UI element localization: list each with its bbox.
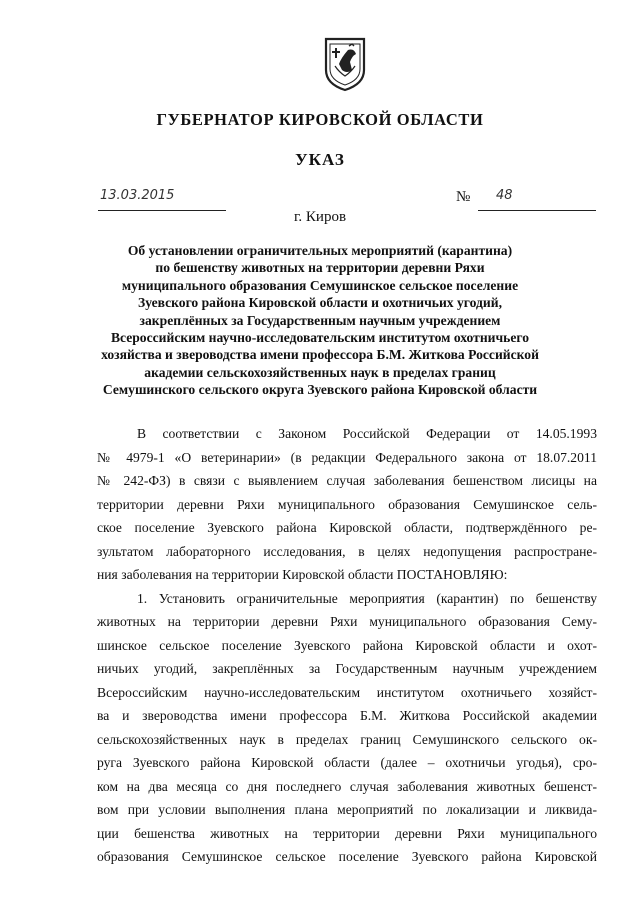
coat-of-arms-icon <box>323 36 367 92</box>
authority-heading: ГУБЕРНАТОР КИРОВСКОЙ ОБЛАСТИ <box>156 110 484 129</box>
city-label: г. Киров <box>293 209 347 225</box>
body-line: руга Зуевского района Кировской области (далее – охотничьи угодья), сро- <box>97 755 597 770</box>
title-line: закреплённых за Государственным научным учреждением <box>139 312 501 328</box>
document-date: 13.03.2015 <box>100 188 175 203</box>
body-line: ком на два месяца со дня последнего случая заболевания животных бешенст- <box>97 778 597 794</box>
body-line: № 242-ФЗ) в связи с выявлением случая заболевания бешенством лисицы на <box>97 473 597 488</box>
title-line: академии сельскохозяйственных наук в пределах границ <box>144 364 496 380</box>
body-line: шинское сельское поселение Зуевского района Кировской области и охот- <box>97 637 597 653</box>
title-line: Зуевского района Кировской области и охотничьих угодий, <box>138 295 502 311</box>
body-line: ния заболевания на территории Кировской области ПОСТАНОВЛЯЮ: <box>97 567 508 582</box>
body-line: В соответствии с Законом Российской Федерации от 14.05.1993 <box>137 426 597 441</box>
body-line: ское поселение Зуевского района Кировской области, подтверждённого ре- <box>97 520 597 535</box>
title-line: хозяйства и звероводства имени профессора Б.М. Житкова Российской <box>101 347 539 363</box>
title-line: Об установлении ограничительных мероприятий (карантина) <box>127 243 513 258</box>
title-line: Семушинского сельского округа Зуевского района Кировской области <box>102 382 538 398</box>
body-line: ничьих угодий, закреплённых за Государственным научным учреждением <box>97 661 597 676</box>
document-title <box>60 242 580 399</box>
body-line: ции бешенства животных на территории деревни Ряхи муниципального <box>97 825 597 841</box>
body-line: образования Семушинское сельское поселение Зуевского района Кировской <box>97 849 597 864</box>
body-line: Всероссийским научно-исследовательским институтом охотничьего хозяйст- <box>97 684 597 700</box>
body-line: сельскохозяйственных наук в пределах границ Семушинского сельского ок- <box>97 731 597 747</box>
title-line: муниципального образования Семушинское сельское поселение <box>121 277 519 293</box>
document-number: 48 <box>496 188 513 203</box>
body-line: 1. Установить ограничительные мероприятия (карантин) по бешенству <box>137 590 597 606</box>
body-line: № 4979-1 «О ветеринарии» (в редакции Федерального закона от 18.07.2011 <box>97 449 597 465</box>
body-line: животных на территории деревни Ряхи муниципального образования Сему- <box>97 614 597 629</box>
body-line: зультатом лабораторного исследования, в целях недопущения распростране- <box>97 543 597 559</box>
title-line: по бешенству животных на территории деревни Ряхи <box>155 260 485 276</box>
body-line: территории деревни Ряхи муниципального образования Семушинское сель- <box>97 496 597 512</box>
number-sign: № <box>456 189 471 205</box>
document-type-heading: УКАЗ <box>295 150 345 169</box>
body-line: вом при условии выполнения плана мероприятий по локализации и ликвида- <box>97 802 597 817</box>
document-body <box>97 422 597 869</box>
title-line: Всероссийским научно-исследовательским институтом охотничьего <box>110 330 530 346</box>
body-line: ва и звероводства имени профессора Б.М. Житкова Российской академии <box>97 708 597 723</box>
